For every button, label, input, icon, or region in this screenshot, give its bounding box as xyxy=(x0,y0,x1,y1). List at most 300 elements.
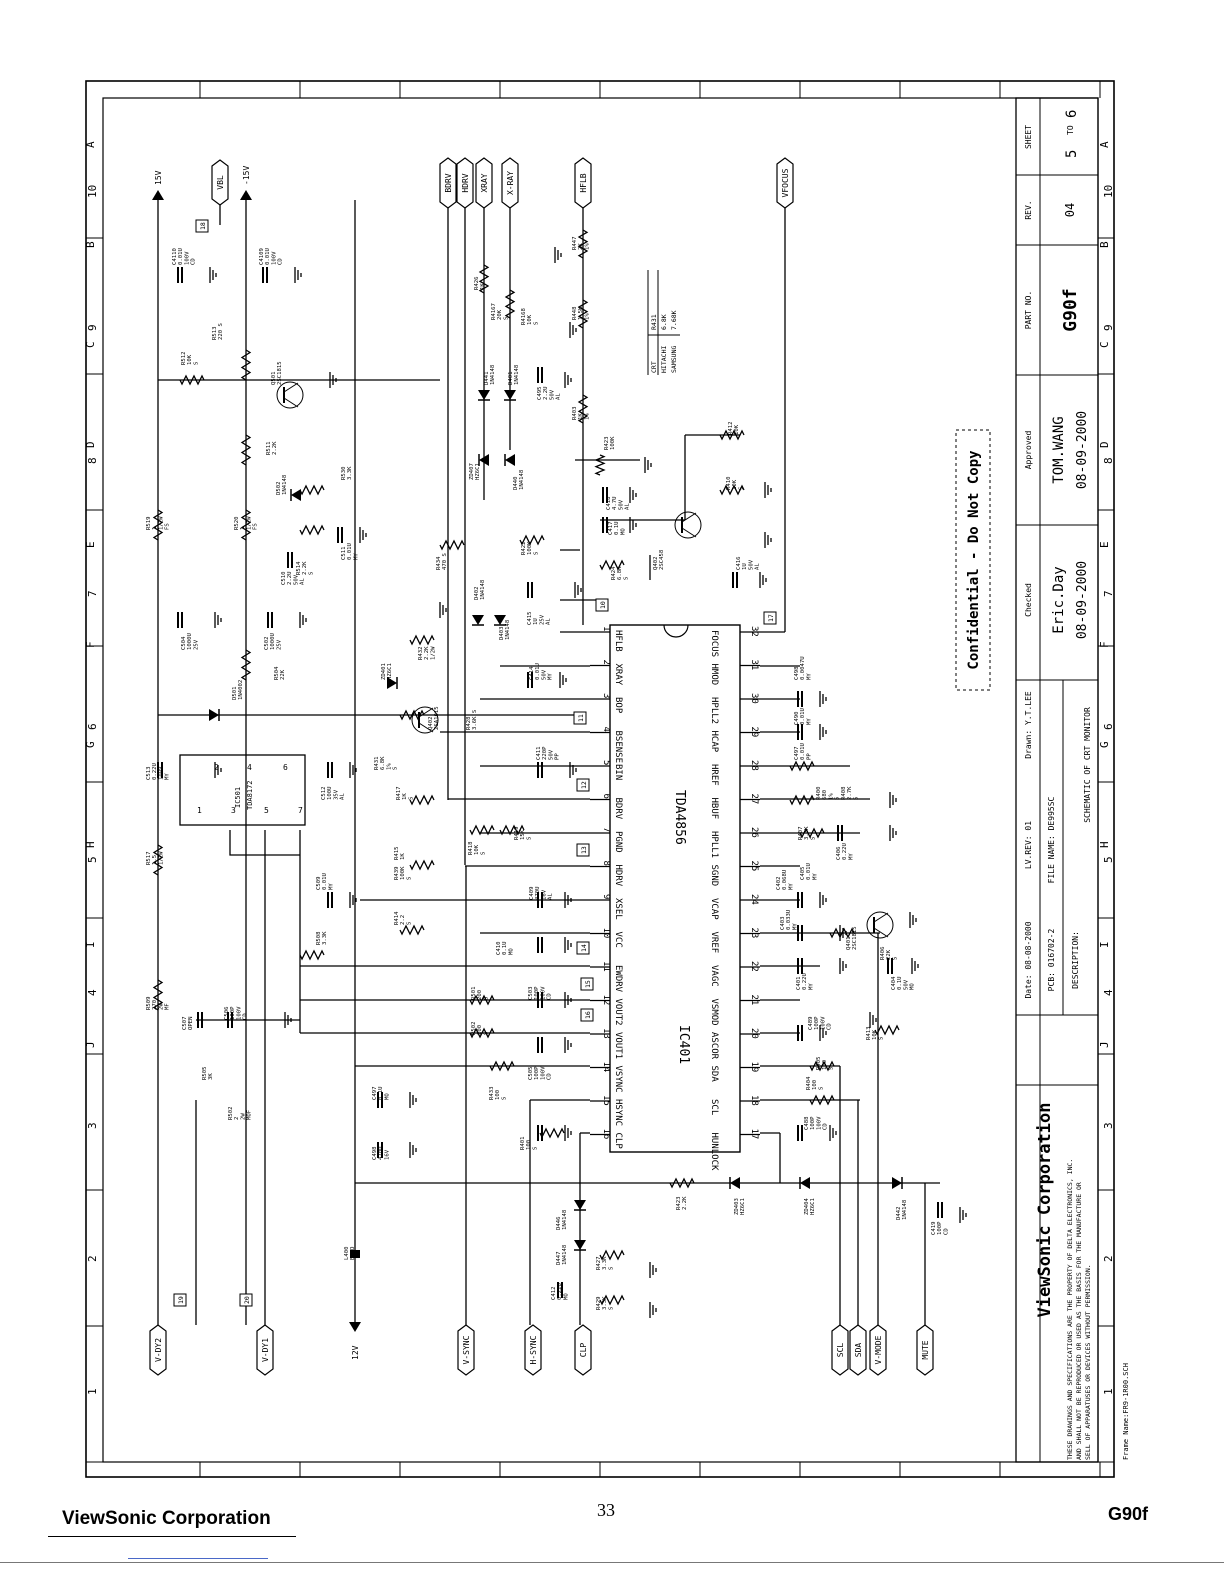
column-marker-left: G xyxy=(84,741,97,748)
label-r423 xyxy=(676,1196,688,1210)
column-marker-right: D xyxy=(1098,441,1111,448)
label-line: C411 xyxy=(536,746,542,760)
label-c404 xyxy=(891,976,916,990)
label-q501 xyxy=(271,361,283,385)
label-line: C509 xyxy=(316,876,322,890)
label-line: C502 xyxy=(264,636,270,650)
label-line: 3.3K xyxy=(602,1256,609,1270)
transistor-q401 xyxy=(867,912,893,938)
label-line: S xyxy=(533,321,540,325)
supply-label: 15V xyxy=(154,170,163,185)
label-line: Q402 xyxy=(653,556,659,570)
checked-name: Eric.Day xyxy=(1051,566,1067,634)
label-line: 0.01U xyxy=(322,873,329,890)
label-c504 xyxy=(181,633,199,650)
label-c503 xyxy=(528,986,553,1000)
label-line: 2.2U xyxy=(287,571,294,585)
label-line: MY xyxy=(806,718,813,725)
label-line: 100V xyxy=(236,1006,243,1020)
label-line: 6.8K xyxy=(617,566,624,580)
ic401-body xyxy=(610,625,740,1152)
label-r4168 xyxy=(521,308,539,325)
label-line: D501 xyxy=(232,686,238,700)
label-line: C405 xyxy=(800,866,806,880)
connector-label: X-RAY xyxy=(506,170,515,196)
label-line: 100V xyxy=(271,251,278,265)
label-line: S xyxy=(810,836,817,840)
connector-label: V-SYNC xyxy=(462,1335,471,1365)
label-line: 200 xyxy=(477,989,484,1000)
pin-name: VOUT1 xyxy=(613,1032,623,1060)
label-r412 xyxy=(728,422,740,435)
label-r401 xyxy=(520,1137,538,1150)
label-line: C505 xyxy=(528,1066,534,1080)
resistor-symbol xyxy=(670,1179,694,1187)
label-line: MY xyxy=(788,883,795,890)
label-line: S xyxy=(526,836,533,840)
diode-symbol xyxy=(800,1177,810,1189)
label-line: S xyxy=(818,1086,825,1090)
label-line: HZ6C1 xyxy=(810,1198,817,1215)
label-line: R413 xyxy=(866,1026,872,1040)
diode-symbol xyxy=(209,709,219,721)
label-q401 xyxy=(846,926,858,950)
pin-number: 4 xyxy=(601,726,611,732)
label-line: 25V xyxy=(276,639,283,650)
label-r417 xyxy=(396,787,414,800)
pin-name: VSYNC xyxy=(613,1065,623,1093)
label-c406 xyxy=(836,843,854,860)
pin-name: SCL xyxy=(709,1099,719,1116)
label-line: C417 xyxy=(608,521,614,535)
label-line: 470U xyxy=(535,886,542,900)
label-line: CD xyxy=(277,258,284,265)
label-line: 0.01U xyxy=(535,663,542,680)
label-line: 1 xyxy=(152,526,159,530)
label-line: R419 xyxy=(514,826,520,840)
label-c511 xyxy=(341,543,359,560)
resistor-symbol xyxy=(506,290,514,318)
label-line: 1N4148 xyxy=(519,469,526,490)
pin-name: SDA xyxy=(709,1065,719,1082)
label-line: C409 xyxy=(529,886,535,900)
pin-number: 32 xyxy=(749,626,759,637)
pin-number: 2 xyxy=(601,659,611,665)
row-marker-top: 10 xyxy=(86,184,99,198)
sheet-to: TO xyxy=(1066,125,1075,135)
label-line: S xyxy=(406,921,413,925)
label-line: C512 xyxy=(321,786,327,800)
label-line: C495 xyxy=(537,386,543,400)
sheet-value: 5 xyxy=(1064,149,1080,158)
connector-label: HDRV xyxy=(461,173,470,193)
label-line: 0.033U xyxy=(786,909,793,930)
column-marker-right: H xyxy=(1098,841,1111,848)
label-line: S xyxy=(193,361,200,365)
label-r432 xyxy=(418,646,436,660)
label-line: CD xyxy=(190,258,197,265)
disclaimer-line: THESE DRAWINGS AND SPECIFICATIONS ARE THE PROPERTY OF DELTA ELECTRONICS, INC. xyxy=(1066,1158,1074,1460)
label-line: 3K xyxy=(208,1073,215,1080)
label-line: 1000U xyxy=(270,633,277,650)
label-line: 100K xyxy=(527,541,534,555)
crt-table xyxy=(648,270,680,375)
label-line: 1% xyxy=(584,313,591,320)
label-line: 2SC458 xyxy=(659,549,666,570)
label-line: R447 xyxy=(572,236,578,250)
label-line: S xyxy=(608,1266,615,1270)
row-marker-bottom: 3 xyxy=(1102,1122,1115,1129)
label-line: 1N4148 xyxy=(562,1209,569,1230)
label-c409 xyxy=(529,887,554,900)
label-line: L400 xyxy=(344,1246,350,1260)
label-line: 1K xyxy=(480,283,487,290)
label-d446 xyxy=(556,1209,568,1230)
label-line: C498 xyxy=(372,1146,378,1160)
column-marker-right: B xyxy=(1098,241,1111,248)
label-line: BEAD xyxy=(350,1246,357,1260)
label-r403 xyxy=(572,407,590,420)
label-c4109 xyxy=(259,248,284,265)
ic501-ref: IC501 xyxy=(234,786,242,808)
label-c419 xyxy=(931,1221,949,1235)
label-line: 16V xyxy=(541,889,548,900)
label-line: 2.2K xyxy=(682,1196,689,1210)
pin-name: XRAY xyxy=(613,663,623,686)
label-line: Q402 xyxy=(428,716,434,730)
pin-number: 24 xyxy=(749,894,759,905)
crt-table-cell: 7.68K xyxy=(670,310,678,330)
label-line: 10K xyxy=(474,844,481,855)
pin-number: 15 xyxy=(601,1095,611,1106)
label-line: C497 xyxy=(372,1086,378,1100)
label-line: 2.2K xyxy=(424,646,431,660)
label-line: FS xyxy=(252,523,259,530)
label-line: 100V xyxy=(158,766,165,780)
label-r423 xyxy=(604,436,616,450)
label-line: 1% xyxy=(584,243,591,250)
label-r502 xyxy=(471,1022,489,1035)
pin-name: HFLB xyxy=(613,630,623,652)
label-line: R514 xyxy=(296,561,302,575)
label-line: 50V xyxy=(748,559,755,570)
label-c403 xyxy=(780,910,798,930)
ic501-pin: 3 xyxy=(231,806,236,815)
label-line: R519 xyxy=(146,516,152,530)
label-line: R4168 xyxy=(521,308,527,325)
label-line: 100K xyxy=(610,436,617,450)
label-line: R424 xyxy=(611,566,617,580)
ic501-part: TDA8172 xyxy=(246,780,254,810)
connector-label: VBL xyxy=(216,175,225,190)
label-line: 2SC1815 xyxy=(852,926,859,950)
page-bottom-rule xyxy=(0,1562,1224,1563)
connector-label: MUTE xyxy=(921,1340,930,1360)
label-r513 xyxy=(212,323,224,340)
label-line: C507 xyxy=(182,1016,188,1030)
row-marker-top: 5 xyxy=(86,856,99,863)
label-c417 xyxy=(608,522,626,535)
label-r429 xyxy=(596,1296,614,1310)
pin-name: HBUF xyxy=(709,797,719,820)
label-line: 2SC1815 xyxy=(277,361,284,385)
label-r505 xyxy=(202,1067,214,1080)
label-r511 xyxy=(266,441,278,455)
label-line: 100V xyxy=(540,986,547,1000)
label-line: 270 xyxy=(152,999,159,1010)
pin-name: ASCOR xyxy=(709,1032,719,1060)
row-marker-top: 8 xyxy=(86,457,99,464)
column-marker-right: C xyxy=(1098,341,1111,348)
label-line: C503 xyxy=(528,986,534,1000)
resistor-symbol xyxy=(400,926,424,934)
label-line: MO xyxy=(563,1293,570,1300)
label-c411 xyxy=(536,746,561,760)
row-marker-top: 4 xyxy=(86,989,99,996)
label-c497 xyxy=(372,1087,390,1100)
pin-name: HPLL1 xyxy=(709,831,719,859)
pin-number: 13 xyxy=(601,1028,611,1039)
pin-name: VCC xyxy=(613,931,623,948)
sheet-total: 6 xyxy=(1064,109,1080,118)
label-c488 xyxy=(804,1116,829,1130)
label-line: C4110 xyxy=(172,248,178,265)
pin-number: 25 xyxy=(749,860,759,872)
label-line: MY xyxy=(353,553,360,560)
label-line: 50V xyxy=(549,389,556,400)
label-line: C511 xyxy=(341,546,347,560)
label-line: C403 xyxy=(780,916,786,930)
label-line: 6.8K xyxy=(380,756,387,770)
label-line: S xyxy=(408,796,415,800)
label-line: R517 xyxy=(146,851,152,865)
connector-label: V-DY1 xyxy=(261,1337,270,1363)
label-line: 0.22U xyxy=(152,763,159,780)
label-r415 xyxy=(394,847,406,860)
connector-label: SDA xyxy=(854,1342,863,1358)
label-line: 1N4148 xyxy=(902,1199,909,1220)
label-line: R508 xyxy=(316,931,322,945)
supply-arrow xyxy=(240,190,252,200)
label-line: R505 xyxy=(202,1066,208,1080)
label-line: 100 xyxy=(812,1079,819,1090)
checked-date: 08-09-2000 xyxy=(1075,560,1090,640)
rev-value: 04 xyxy=(1063,202,1077,218)
wiring xyxy=(154,200,966,1325)
label-line: 1% xyxy=(828,793,835,800)
label-line: 1N4148 xyxy=(490,364,497,385)
label-line: 200 xyxy=(477,1024,484,1035)
pin-name: HMOD xyxy=(709,663,719,686)
crt-table-cell: SAMSUNG xyxy=(670,345,678,373)
pin-name: HUNLOCK xyxy=(709,1132,719,1171)
label-r431 xyxy=(374,756,399,770)
test-point-label: 18 xyxy=(199,222,207,230)
column-marker-right: E xyxy=(1098,541,1111,548)
label-line: AL xyxy=(547,893,554,900)
label-line: CD xyxy=(546,993,553,1000)
connector-label: SCL xyxy=(836,1342,845,1358)
column-marker-right: F xyxy=(1098,641,1111,648)
label-line: 1/2W xyxy=(158,516,165,530)
pin-number: 1 xyxy=(601,626,611,632)
label-line: CD xyxy=(242,1013,249,1020)
label-l400 xyxy=(344,1246,356,1260)
company-name: ViewSonic Corporation xyxy=(1035,1102,1055,1318)
label-line: S xyxy=(623,576,630,580)
pin-number: 21 xyxy=(749,994,759,1006)
label-line: 1% xyxy=(584,413,591,420)
label-line: 3.3K xyxy=(347,466,354,480)
pin-number: 11 xyxy=(601,961,611,972)
label-line: 100P xyxy=(814,1016,821,1030)
row-marker-bottom: 2 xyxy=(1102,1255,1115,1262)
row-marker-bottom: 7 xyxy=(1102,590,1115,597)
label-line: S xyxy=(892,956,899,960)
crt-table-cell: CRT xyxy=(650,361,658,373)
label-line: D402 xyxy=(474,586,480,600)
description-label: DESCRIPTION: xyxy=(1071,931,1080,989)
row-marker-top: 7 xyxy=(86,590,99,597)
label-line: 100P xyxy=(937,1221,944,1235)
label-line: R405 xyxy=(816,1056,822,1070)
pin-name: VSMOD xyxy=(709,998,719,1026)
label-r422 xyxy=(521,541,539,555)
label-line: MO xyxy=(384,1093,391,1100)
pin-name: BSENSE xyxy=(613,730,623,764)
label-line: 0.1U xyxy=(614,521,621,535)
label-line: MY xyxy=(808,983,815,990)
test-point-label: 20 xyxy=(243,1296,251,1304)
label-line: C489 xyxy=(808,1016,814,1030)
label-line: R4167 xyxy=(491,303,497,320)
label-line: 50V xyxy=(293,574,300,585)
label-r428 xyxy=(466,710,478,730)
label-line: 50V xyxy=(903,979,910,990)
row-marker-top: 1 xyxy=(86,1388,99,1395)
diode-symbol xyxy=(494,615,506,625)
label-line: 0.01U xyxy=(265,248,272,265)
label-line: MY xyxy=(806,673,813,680)
label-zd403 xyxy=(734,1198,746,1215)
footer-model: G90f xyxy=(1108,1504,1149,1524)
ic501-pin: 2 xyxy=(214,763,219,772)
test-point-label: 17 xyxy=(767,614,775,622)
ic501-pin: 1 xyxy=(197,806,202,815)
part-no-label: PART NO. xyxy=(1024,290,1033,330)
part-no-value: G90f xyxy=(1060,288,1081,332)
connector-label: BDRV xyxy=(444,173,453,193)
label-line: 100P xyxy=(810,1116,817,1130)
label-line: 100P xyxy=(534,986,541,1000)
label-line: R406 xyxy=(880,946,886,960)
row-marker-top: 3 xyxy=(86,1122,99,1129)
pin-name: BIN xyxy=(613,764,623,781)
label-line: 50V xyxy=(548,749,555,760)
pin-number: 20 xyxy=(749,1028,759,1039)
label-line: R502 xyxy=(471,1021,477,1035)
column-marker-left: A xyxy=(84,141,97,148)
label-r434 xyxy=(436,553,448,570)
label-line: MY xyxy=(164,773,171,780)
label-d502 xyxy=(276,474,288,495)
label-line: 470 S xyxy=(442,553,449,570)
ic501-pin: 4 xyxy=(247,763,252,772)
label-line: ZD403 xyxy=(734,1198,740,1215)
label-line: 25V xyxy=(539,614,546,625)
label-r502 xyxy=(228,1107,253,1120)
label-c412 xyxy=(551,1283,569,1300)
pin-number: 3 xyxy=(601,693,611,699)
crt-table-cell: 6.8K xyxy=(660,314,668,330)
label-line: C404 xyxy=(891,976,897,990)
lv-rev: LV.REV: 01 xyxy=(1024,820,1033,870)
test-point-label: 10 xyxy=(599,601,607,609)
label-c506 xyxy=(224,1006,249,1020)
label-line: R415 xyxy=(394,846,400,860)
test-point-label: 14 xyxy=(580,944,588,952)
label-line: 0.0047U xyxy=(800,656,807,680)
label-line: 0.22U xyxy=(802,973,809,990)
resistor-symbol xyxy=(830,929,854,937)
label-line: 1U xyxy=(533,618,540,625)
label-line: S xyxy=(834,796,841,800)
label-line: 1K xyxy=(578,413,585,420)
label-line: C4109 xyxy=(259,248,265,265)
label-line: 3.3K xyxy=(322,931,329,945)
approved-name: TOM.WANG xyxy=(1051,416,1067,484)
label-line: MY xyxy=(848,853,855,860)
label-line: 15K xyxy=(520,829,527,840)
label-line: C412 xyxy=(551,1286,557,1300)
resistor-symbol xyxy=(810,1096,834,1104)
disclaimer-line: SELL OF APPARATUSES OR DEVICES WITHOUT PERMISSION. xyxy=(1084,1264,1092,1460)
label-line: 100V xyxy=(816,1116,823,1130)
label-line: 2.2U xyxy=(543,386,550,400)
column-marker-right: G xyxy=(1098,741,1111,748)
label-line: MO xyxy=(620,528,627,535)
label-line: 2W xyxy=(158,1003,165,1010)
label-line: R428 xyxy=(466,716,472,730)
label-line: 100V xyxy=(820,1016,827,1030)
label-line: 3.3K xyxy=(804,826,811,840)
label-line: 1000U xyxy=(187,633,194,650)
label-d501 xyxy=(232,680,244,700)
label-line: R418 xyxy=(468,841,474,855)
label-c495 xyxy=(537,387,562,400)
label-line: 0.01U xyxy=(347,543,354,560)
label-c418 xyxy=(606,496,631,510)
label-line: MY xyxy=(328,883,335,890)
drawn-by: Drawn: Y.T.LEE xyxy=(1024,691,1033,759)
label-line: 22K xyxy=(886,949,893,960)
crt-table-cell: R431 xyxy=(650,314,658,330)
pin-number: 10 xyxy=(601,927,611,939)
sheet-label: SHEET xyxy=(1024,124,1033,150)
label-line: C419 xyxy=(931,1221,937,1235)
label-line: 1.5 xyxy=(152,854,159,865)
label-line: 2K xyxy=(578,243,585,250)
column-marker-left: B xyxy=(84,241,97,248)
label-line: 2.2K xyxy=(302,561,309,575)
pin-number: 8 xyxy=(601,860,611,866)
footer-company: ViewSonic Corporation xyxy=(62,1508,271,1529)
label-c497 xyxy=(794,743,812,760)
label-line: 1 xyxy=(240,526,247,530)
label-line: 2W xyxy=(240,1113,247,1120)
description-value: SCHEMATIC OF CRT MONITOR xyxy=(1083,707,1092,823)
connector-label: VFOCUS xyxy=(781,168,790,198)
